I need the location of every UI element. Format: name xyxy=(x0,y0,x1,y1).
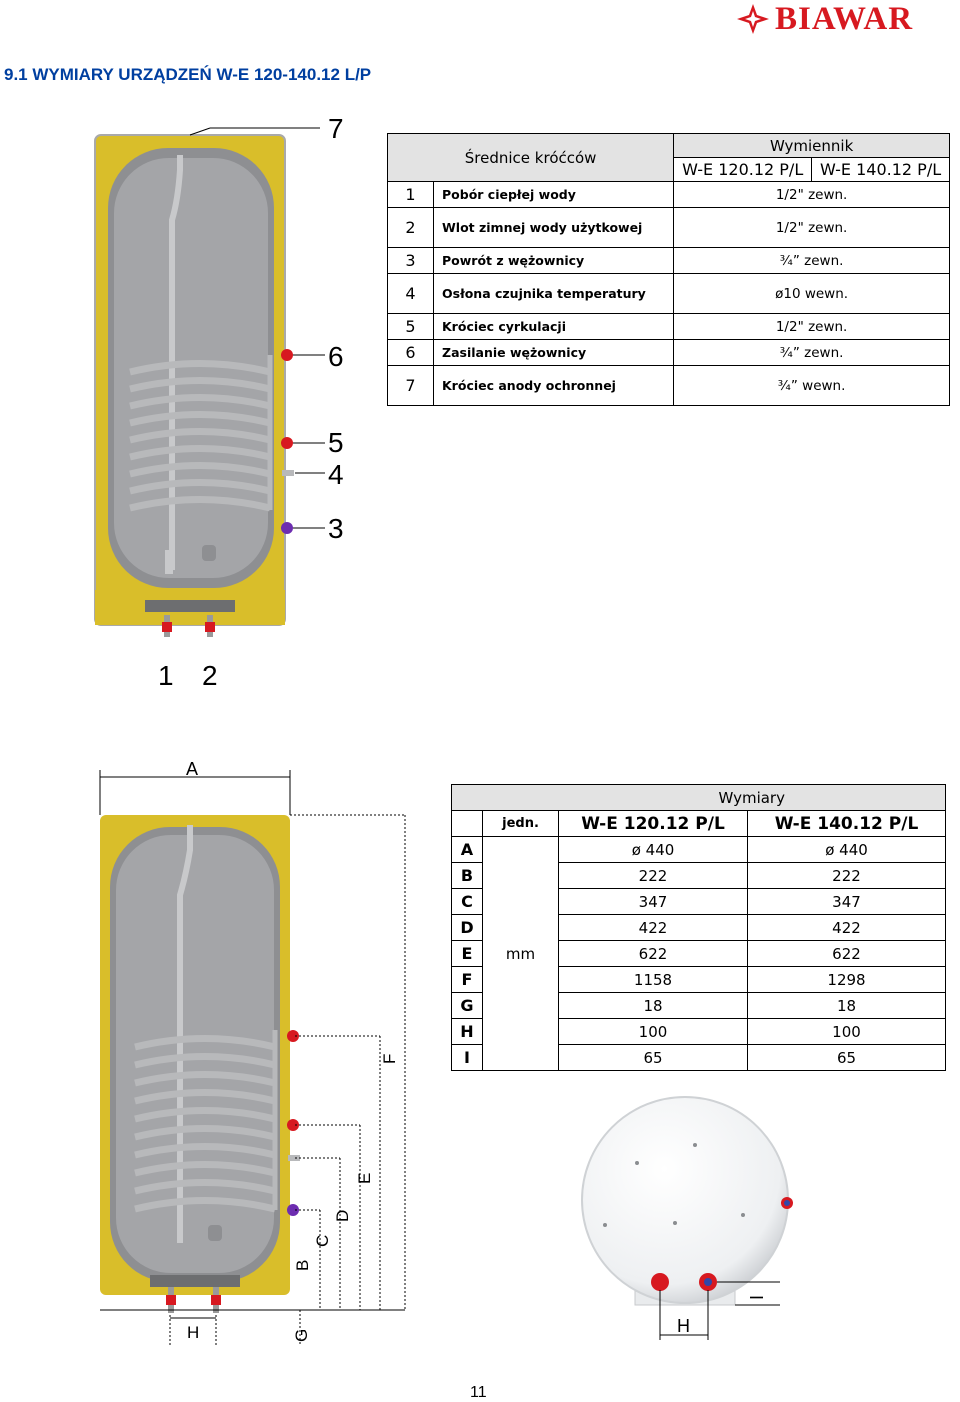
row-value-1: 65 xyxy=(559,1045,748,1071)
table-row xyxy=(388,208,950,248)
dimensions-model-2: W-E 140.12 P/L xyxy=(748,811,946,837)
boiler-top-disc xyxy=(582,1097,788,1303)
row-label: Zasilanie wężownicy xyxy=(434,340,674,366)
page-number: 11 xyxy=(470,1384,487,1401)
connections-model-1: W-E 120.12 P/L xyxy=(674,158,812,182)
row-label: Powrót z wężownicy xyxy=(434,248,674,274)
row-value: 1/2" zewn. xyxy=(674,208,950,248)
callout-7: 7 xyxy=(328,113,344,144)
row-number: 5 xyxy=(388,314,434,340)
connector-1 xyxy=(166,1295,176,1305)
row-number: 6 xyxy=(388,340,434,366)
connector-3 xyxy=(281,522,293,534)
row-value-1: 347 xyxy=(559,889,748,915)
row-value-1: 222 xyxy=(559,863,748,889)
row-value-2: 422 xyxy=(748,915,946,941)
dim-label-b: B xyxy=(293,1259,312,1271)
row-number: 2 xyxy=(388,208,434,248)
dimensions-model-1: W-E 120.12 P/L xyxy=(559,811,748,837)
connector-6 xyxy=(287,1030,299,1042)
dim-label-d: D xyxy=(333,1209,352,1222)
unit-cell: mm xyxy=(483,837,559,1071)
dim-label-c: C xyxy=(313,1234,332,1247)
row-value-2: 347 xyxy=(748,889,946,915)
top-dim-label-h: H xyxy=(677,1316,690,1336)
row-value-1: ø 440 xyxy=(559,837,748,863)
row-value: ¾” zewn. xyxy=(674,340,950,366)
row-letter: E xyxy=(452,941,483,967)
row-label: Wlot zimnej wody użytkowej xyxy=(434,208,674,248)
row-value: 1/2" zewn. xyxy=(674,314,950,340)
brand-name: BIAWAR xyxy=(775,1,914,37)
row-letter: F xyxy=(452,967,483,993)
boiler-cross-section-diagram xyxy=(90,110,380,700)
callout-6: 6 xyxy=(328,341,344,372)
row-label: Pobór ciepłej wody xyxy=(434,182,674,208)
table-row xyxy=(388,274,950,314)
top-dim-label-i: I xyxy=(747,1294,767,1300)
top-connector-1 xyxy=(651,1273,669,1291)
dim-label-h: H xyxy=(187,1323,200,1342)
brand-logo xyxy=(735,2,960,36)
row-label: Króciec anody ochronnej xyxy=(434,366,674,406)
connections-header-label: Średnice króćców xyxy=(388,134,674,182)
row-value: ø10 wewn. xyxy=(674,274,950,314)
row-value-1: 622 xyxy=(559,941,748,967)
brand-star-icon xyxy=(735,2,771,36)
row-number: 4 xyxy=(388,274,434,314)
connector-5 xyxy=(287,1119,299,1131)
row-value-1: 18 xyxy=(559,993,748,1019)
dimensions-group-header: Wymiary xyxy=(559,785,946,811)
connector-2 xyxy=(211,1295,221,1305)
connections-model-2: W-E 140.12 P/L xyxy=(812,158,950,182)
row-number: 1 xyxy=(388,182,434,208)
boiler-dimensions-diagram xyxy=(90,755,420,1355)
row-value-2: 65 xyxy=(748,1045,946,1071)
callout-4: 4 xyxy=(328,459,344,490)
connections-table xyxy=(387,133,950,406)
row-letter: I xyxy=(452,1045,483,1071)
dim-label-g: G xyxy=(292,1328,311,1342)
row-label: Osłona czujnika temperatury xyxy=(434,274,674,314)
connector-4 xyxy=(282,470,294,476)
callout-2: 2 xyxy=(202,660,218,691)
row-value-1: 1158 xyxy=(559,967,748,993)
connector-6 xyxy=(281,349,293,361)
row-value-2: 1298 xyxy=(748,967,946,993)
dim-label-f: F xyxy=(380,1053,399,1064)
section-title: 9.1 WYMIARY URZĄDZEŃ W-E 120-140.12 L/P xyxy=(4,65,372,84)
row-value-2: 622 xyxy=(748,941,946,967)
connections-group-header: Wymiennik xyxy=(674,134,950,158)
row-value: ¾” zewn. xyxy=(674,248,950,274)
row-value-2: 100 xyxy=(748,1019,946,1045)
row-number: 3 xyxy=(388,248,434,274)
callout-5: 5 xyxy=(328,427,344,458)
row-number: 7 xyxy=(388,366,434,406)
table-row xyxy=(388,248,950,274)
boiler-top-view-diagram xyxy=(575,1095,805,1345)
connector-4 xyxy=(288,1155,300,1161)
row-value-1: 422 xyxy=(559,915,748,941)
table-row xyxy=(388,182,950,208)
row-value-2: 222 xyxy=(748,863,946,889)
table-row xyxy=(388,340,950,366)
dim-label-e: E xyxy=(355,1172,374,1184)
row-letter: G xyxy=(452,993,483,1019)
table-row xyxy=(452,837,946,863)
table-row xyxy=(388,314,950,340)
dimensions-table xyxy=(451,784,946,1071)
row-label: Króciec cyrkulacji xyxy=(434,314,674,340)
row-letter: A xyxy=(452,837,483,863)
row-value-2: 18 xyxy=(748,993,946,1019)
callout-3: 3 xyxy=(328,513,344,544)
callout-1: 1 xyxy=(158,660,174,691)
row-letter: D xyxy=(452,915,483,941)
row-letter: C xyxy=(452,889,483,915)
row-value-1: 100 xyxy=(559,1019,748,1045)
table-row xyxy=(388,366,950,406)
row-letter: B xyxy=(452,863,483,889)
row-value: ¾” wewn. xyxy=(674,366,950,406)
connector-3 xyxy=(287,1204,299,1216)
unit-header: jedn. xyxy=(483,811,559,837)
dim-label-a: A xyxy=(186,759,199,779)
row-value-2: ø 440 xyxy=(748,837,946,863)
connector-1 xyxy=(162,622,172,632)
row-letter: H xyxy=(452,1019,483,1045)
connector-2 xyxy=(205,622,215,632)
row-value: 1/2" zewn. xyxy=(674,182,950,208)
connector-5 xyxy=(281,437,293,449)
